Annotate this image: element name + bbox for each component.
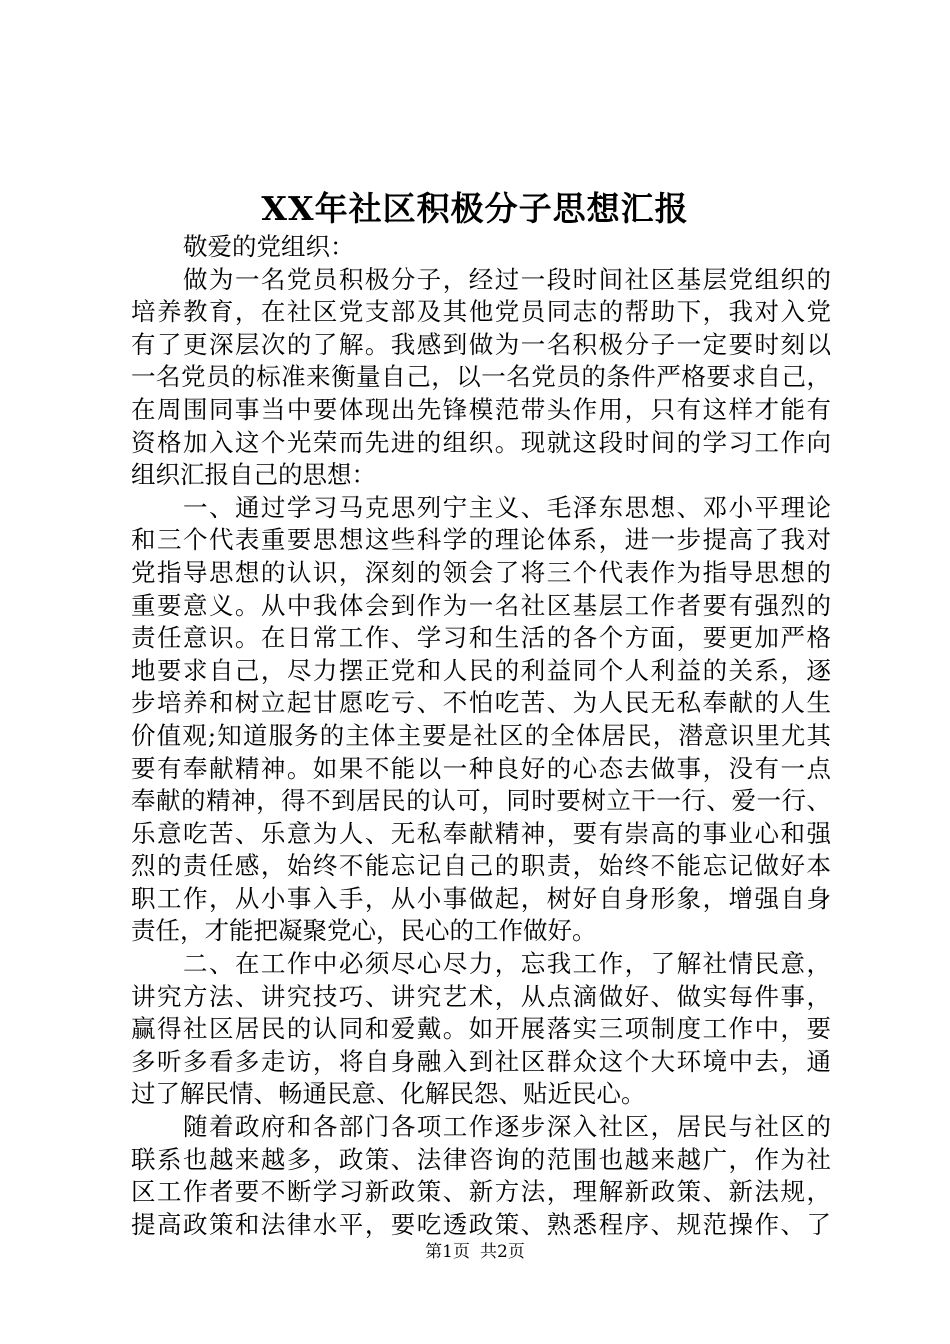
salutation-line: 敬爱的党组织： [183,232,355,261]
paragraph-line: 资格加入这个光荣而先进的组织。现就这段时间的学习工作向 [131,427,831,457]
paragraph-line: 提高政策和法律水平，要吃透政策、熟悉程序、规范操作、了 [131,1209,831,1239]
paragraph-line: 二、在工作中必须尽心尽力，忘我工作，了解社情民意， [183,949,831,979]
paragraph-line: 乐意吃苦、乐意为人、无私奉献精神，要有崇高的事业心和强 [131,818,831,848]
paragraph-line: 奉献的精神，得不到居民的认可，同时要树立干一行、爱一行、 [131,786,831,816]
paragraph-line: 烈的责任感，始终不能忘记自己的职责，始终不能忘记做好本 [131,851,831,881]
paragraph-line: 和三个代表重要思想这些科学的理论体系，进一步提高了我对 [131,525,831,555]
paragraph-line: 重要意义。从中我体会到作为一名社区基层工作者要有强烈的 [131,590,831,620]
paragraph-line: 联系也越来越多，政策、法律咨询的范围也越来越广，作为社 [131,1144,831,1174]
paragraph-line: 随着政府和各部门各项工作逐步深入社区，居民与社区的 [183,1112,831,1142]
paragraph-line: 一名党员的标准来衡量自己，以一名党员的条件严格要求自己， [131,362,831,392]
page-footer [0,1240,950,1264]
page-number-total: 共2页 [480,1242,525,1262]
paragraph-line: 做为一名党员积极分子，经过一段时间社区基层党组织的 [183,264,831,294]
paragraph-line: 区工作者要不断学习新政策、新方法，理解新政策、新法规， [131,1177,831,1207]
document-body [131,231,831,1241]
page-number-current: 第1页 [425,1242,470,1262]
paragraph-line: 组织汇报自己的思想： [131,460,376,490]
paragraph-line: 赢得社区居民的认同和爱戴。如开展落实三项制度工作中，要 [131,1014,831,1044]
paragraph-line: 一、通过学习马克思列宁主义、毛泽东思想、邓小平理论 [183,492,831,522]
paragraph-line: 地要求自己，尽力摆正党和人民的利益同个人利益的关系，逐 [131,655,831,685]
paragraph-line: 职工作，从小事入手，从小事做起，树好自身形象，增强自身 [131,883,831,913]
paragraph-line: 过了解民情、畅通民意、化解民怨、贴近民心。 [131,1079,646,1109]
paragraph-line: 党指导思想的认识，深刻的领会了将三个代表作为指导思想的 [131,557,831,587]
paragraph-line: 有了更深层次的了解。我感到做为一名积极分子一定要时刻以 [131,329,831,359]
paragraph-line: 培养教育，在社区党支部及其他党员同志的帮助下，我对入党 [131,297,831,327]
paragraph-line: 步培养和树立起甘愿吃亏、不怕吃苦、为人民无私奉献的人生 [131,688,831,718]
paragraph-line: 责任意识。在日常工作、学习和生活的各个方面，要更加严格 [131,623,831,653]
paragraph-line: 讲究方法、讲究技巧、讲究艺术，从点滴做好、做实每件事， [131,981,831,1011]
paragraph-line: 多听多看多走访，将自身融入到社区群众这个大环境中去，通 [131,1046,831,1076]
paragraph-line: 价值观;知道服务的主体主要是社区的全体居民，潜意识里尤其 [131,720,831,750]
document-title: XX年社区积极分子思想汇报 [261,189,689,228]
paragraph-line: 责任，才能把凝聚党心，民心的工作做好。 [131,916,597,946]
paragraph-line: 要有奉献精神。如果不能以一种良好的心态去做事，没有一点 [131,753,831,783]
paragraph-line: 在周围同事当中要体现出先锋模范带头作用，只有这样才能有 [131,394,831,424]
